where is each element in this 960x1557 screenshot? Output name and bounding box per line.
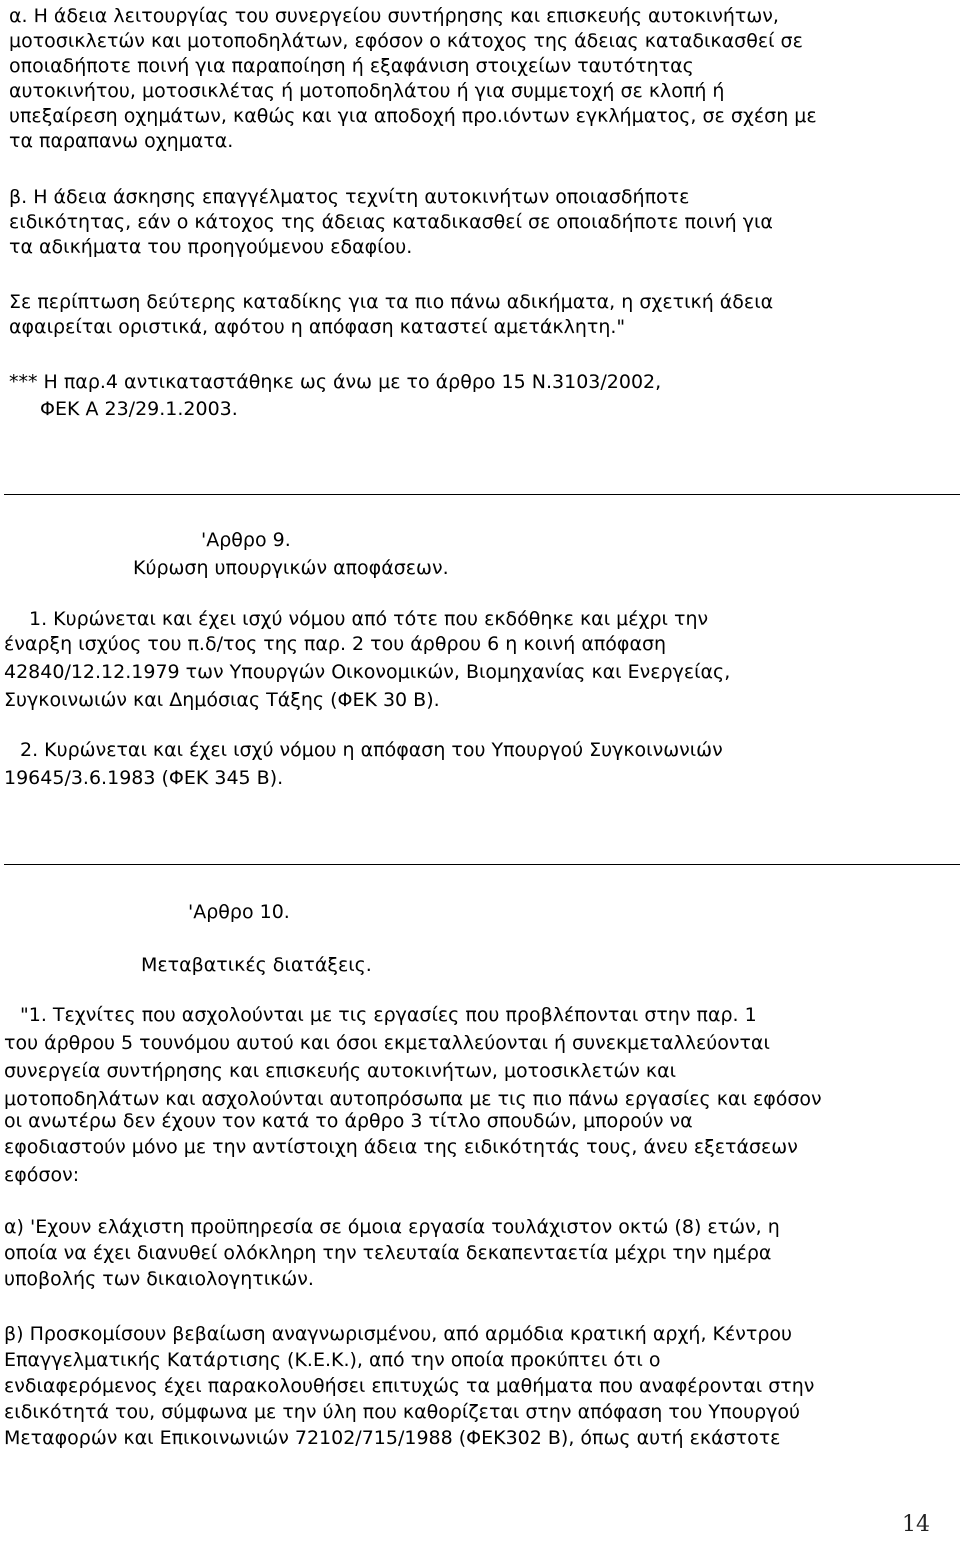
block-a-line: οποιαδήποτε ποινή για παραποίηση ή εξαφάνιση στοιχείων ταυτότητας — [9, 55, 694, 77]
article-10-item-b-line: ενδιαφερόμενος έχει παρακολουθήσει επιτυχώς τα μαθήματα που αναφέρονται στην — [4, 1375, 815, 1397]
article-10-title: Μεταβατικές διατάξεις. — [141, 954, 372, 976]
section-divider — [4, 864, 960, 865]
block-c-line: αφαιρείται οριστικά, αφότου η απόφαση καταστεί αμετάκλητη." — [9, 316, 626, 338]
block-c-line: Σε περίπτωση δεύτερης καταδίκης για τα πιο πάνω αδικήματα, η σχετική άδεια — [9, 291, 774, 313]
section-divider — [4, 494, 960, 495]
article-10-item-a-line: οποία να έχει διανυθεί ολόκληρη την τελευταία δεκαπενταετία μέχρι την ημέρα — [4, 1242, 772, 1264]
article-10-par1-line: εφοδιαστούν μόνο με την αντίστοιχη άδεια της ειδικότητάς τους, άνευ εξετάσεων — [4, 1136, 798, 1158]
article-9-par1-line: έναρξη ισχύος του π.δ/τος της παρ. 2 του άρθρου 6 η κοινή απόφαση — [4, 633, 667, 655]
article-9-heading: 'Αρθρο 9. — [201, 529, 291, 551]
article-10-item-a-line: α) 'Εχουν ελάχιστη προϋπηρεσία σε όμοια εργασία τουλάχιστον οκτώ (8) ετών, η — [4, 1216, 780, 1238]
block-b-line: τα αδικήματα του προηγούμενου εδαφίου. — [9, 236, 413, 258]
article-10-item-b-line: β) Προσκομίσουν βεβαίωση αναγνωρισμένου, από αρμόδια κρατική αρχή, Κέντρου — [4, 1323, 792, 1345]
page-number: 14 — [902, 1512, 930, 1537]
article-10-heading: 'Αρθρο 10. — [188, 901, 290, 923]
article-10-par1-line: συνεργεία συντήρησης και επισκευής αυτοκινήτων, μοτοσικλετών και — [4, 1060, 677, 1082]
article-9-title: Κύρωση υπουργικών αποφάσεων. — [133, 557, 449, 579]
article-9-par1-line: 42840/12.12.1979 των Υπουργών Οικονομικών, Βιομηχανίας και Ενεργείας, — [4, 661, 731, 683]
article-10-item-a-line: υποβολής των δικαιολογητικών. — [4, 1268, 314, 1290]
article-9-par1-line: 1. Κυρώνεται και έχει ισχύ νόμου από τότε που εκδόθηκε και μέχρι την — [29, 608, 709, 630]
block-a-line: υπεξαίρεση οχημάτων, καθώς και για αποδοχή προ.ιόντων εγκλήματος, σε σχέση με — [9, 105, 817, 127]
article-9-par2-line: 19645/3.6.1983 (ΦΕΚ 345 Β). — [4, 767, 284, 789]
article-10-par1-line: μοτοποδηλάτων και ασχολούνται αυτοπρόσωπα με τις πιο πάνω εργασίες και εφόσον — [4, 1088, 822, 1110]
article-10-item-b-line: Μεταφορών και Επικοινωνιών 72102/715/1988 (ΦΕΚ302 Β), όπως αυτή εκάστοτε — [4, 1427, 781, 1449]
block-a-line: τα παραπανω οχηματα. — [9, 130, 234, 152]
article-10-item-b-line: ειδικότητά του, σύμφωνα με την ύλη που καθορίζεται στην απόφαση του Υπουργού — [4, 1401, 801, 1423]
block-b-line: β. Η άδεια άσκησης επαγγέλματος τεχνίτη αυτοκινήτων οποιασδήποτε — [9, 186, 690, 208]
article-10-par1-line: οι ανωτέρω δεν έχουν τον κατά το άρθρο 3 τίτλο σπουδών, μπορούν να — [4, 1110, 693, 1132]
article-10-par1-line: του άρθρου 5 τουνόμου αυτού και όσοι εκμεταλλεύονται ή συνεκμεταλλεύονται — [4, 1032, 770, 1054]
block-a-line: α. Η άδεια λειτουργίας του συνεργείου συντήρησης και επισκευής αυτοκινήτων, — [9, 5, 779, 27]
amendment-note-line: ΦΕΚ Α 23/29.1.2003. — [40, 398, 238, 420]
amendment-note-line: *** Η παρ.4 αντικαταστάθηκε ως άνω με το άρθρο 15 Ν.3103/2002, — [9, 371, 662, 393]
article-10-par1-line: εφόσον: — [4, 1164, 80, 1186]
block-b-line: ειδικότητας, εάν ο κάτοχος της άδειας καταδικασθεί σε οποιαδήποτε ποινή για — [9, 211, 773, 233]
article-10-par1-line: "1. Τεχνίτες που ασχολούνται με τις εργασίες που προβλέπονται στην παρ. 1 — [20, 1004, 757, 1026]
article-9-par2-line: 2. Κυρώνεται και έχει ισχύ νόμου η απόφαση του Υπουργού Συγκοινωνιών — [20, 739, 723, 761]
article-9-par1-line: Συγκοινωιών και Δημόσιας Τάξης (ΦΕΚ 30 Β). — [4, 689, 440, 711]
block-a-line: μοτοσικλετών και μοτοποδηλάτων, εφόσον ο κάτοχος της άδειας καταδικασθεί σε — [9, 30, 803, 52]
article-10-item-b-line: Επαγγελματικής Κατάρτισης (Κ.Ε.Κ.), από την οποία προκύπτει ότι ο — [4, 1349, 661, 1371]
block-a-line: αυτοκινήτου, μοτοσικλέτας ή μοτοποδηλάτου ή για συμμετοχή σε κλοπή ή — [9, 80, 725, 102]
